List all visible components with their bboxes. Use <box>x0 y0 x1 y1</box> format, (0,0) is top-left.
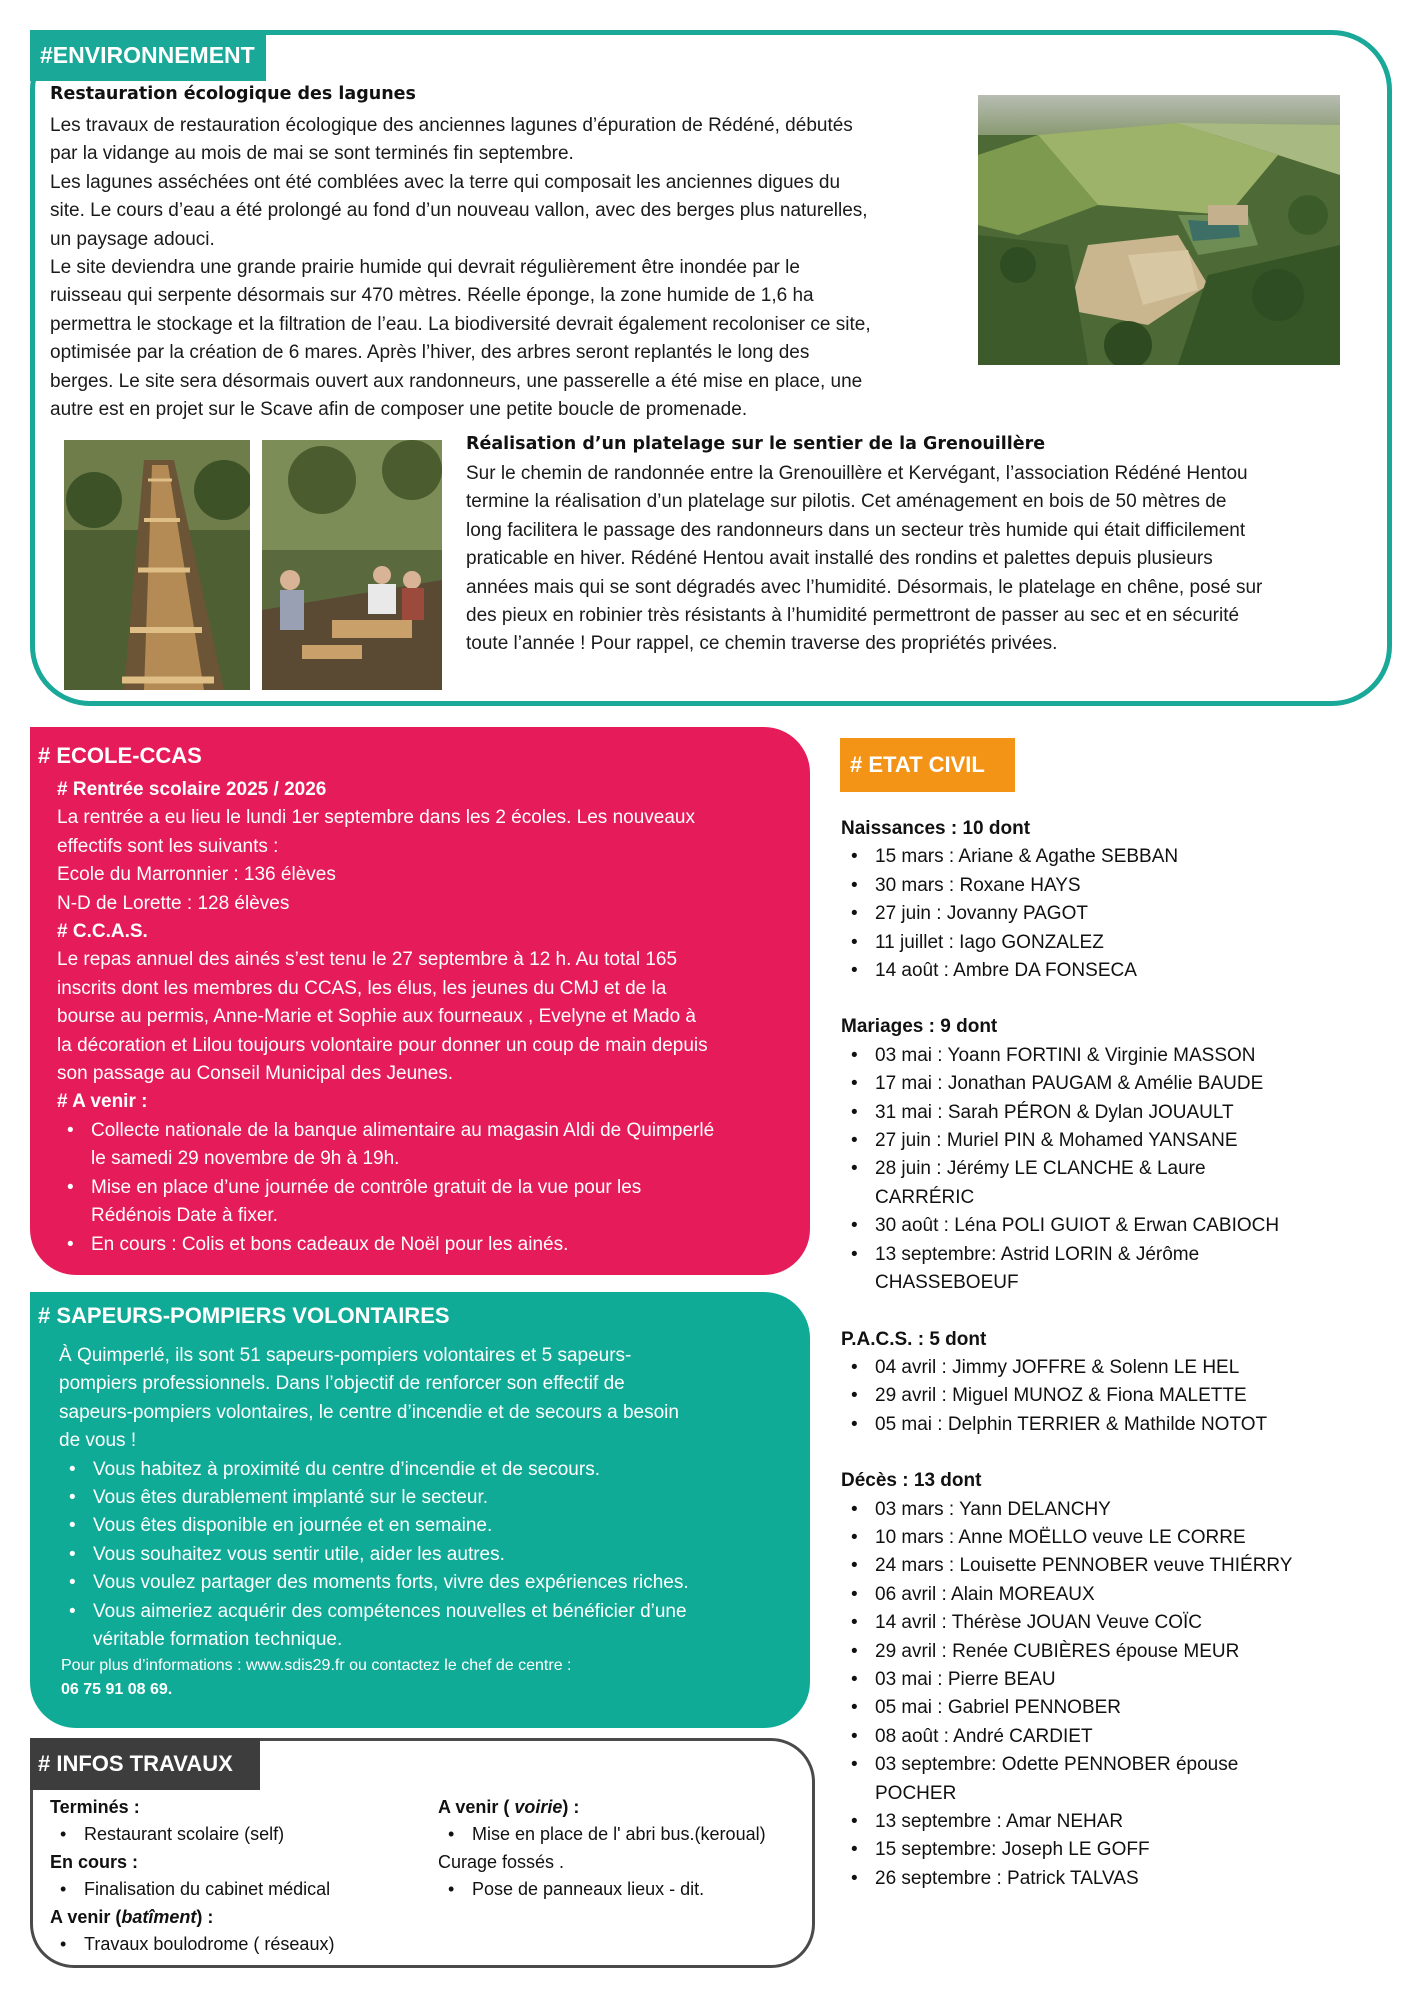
deces-item-line: • 03 mai : Pierre BEAU <box>875 1668 1056 1690</box>
lagunes-aerial-photo <box>978 95 1340 365</box>
avenir-voirie-item: • Mise en place de l' abri bus.(keroual) <box>438 1821 808 1848</box>
encours-label: En cours : <box>50 1851 139 1872</box>
deces-item <box>841 1836 1396 1864</box>
pompiers-intro-line: À Quimperlé, ils sont 51 sapeurs-pompiers volontaires et 5 sapeurs- <box>59 1345 632 1366</box>
naissance-item-line: • 27 juin : Jovanny PAGOT <box>875 903 1088 925</box>
naissances-list <box>841 843 1396 985</box>
deces-item <box>841 1666 1396 1694</box>
mariage-item <box>841 1212 1396 1240</box>
pompiers-item-line: • Vous êtes disponible en journée et en semaine. <box>93 1515 493 1537</box>
mariage-item-line: • 17 mai : Jonathan PAUGAM & Amélie BAUDE <box>875 1073 1264 1095</box>
lagunes-line: Les lagunes asséchées ont été comblées avec la terre qui composait les anciennes digues du <box>50 171 841 193</box>
lagunes-line: par la vidange au mois de mai se sont terminés fin septembre. <box>50 143 574 165</box>
lagunes-line: site. Le cours d’eau a été prolongé au fond d’un nouveau vallon, avec des berges plus naturelles, <box>50 200 868 222</box>
pacs-item-line: • 04 avril : Jimmy JOFFRE & Solenn LE HEL <box>875 1356 1240 1378</box>
platelage-text <box>466 460 1376 659</box>
naissance-item <box>841 843 1396 871</box>
pacs-title: P.A.C.S. : 5 dont <box>841 1328 987 1350</box>
mariage-item <box>841 1099 1396 1127</box>
avenir-bat-label: A venir ( <box>50 1906 122 1927</box>
lagunes-line: ruisseau qui serpente désormais sur 470 mètres. Réelle éponge, la zone humide de 1,6 ha <box>50 285 814 307</box>
rentree-line: N-D de Lorette : 128 élèves <box>57 892 290 914</box>
deces-item-line: • 10 mars : Anne MOËLLO veuve LE CORRE <box>875 1526 1246 1548</box>
pompiers-intro-line: pompiers professionnels. Dans l’objectif de renforcer son effectif de <box>59 1373 625 1395</box>
avenir-bat-end: ) : <box>196 1906 214 1927</box>
termines-label: Terminés : <box>50 1797 140 1817</box>
mariage-item-line: • 30 août : Léna POLI GUIOT & Erwan CABIOCH <box>875 1215 1280 1237</box>
deces-item <box>841 1723 1396 1751</box>
naissance-item <box>841 900 1396 928</box>
lagunes-line: Les travaux de restauration écologique des anciennes lagunes d’épuration de Rédéné, débutés <box>50 115 853 136</box>
deces-item-line: • 26 septembre : Patrick TALVAS <box>875 1867 1139 1889</box>
deces-item <box>841 1751 1396 1808</box>
rentree-text <box>57 804 797 918</box>
pompiers-item <box>59 1541 799 1569</box>
deces-item <box>841 1865 1396 1893</box>
deces-item-line: • 05 mai : Gabriel PENNOBER <box>875 1697 1122 1719</box>
pompiers-item-line: • Vous habitez à proximité du centre d’incendie et de secours. <box>93 1458 600 1480</box>
ecole-avenir-item-line: Rédénois Date à fixer. <box>91 1205 278 1227</box>
pacs-list <box>841 1354 1396 1439</box>
ccas-line: inscrits dont les membres du CCAS, les élus, les jeunes du CMJ et de la <box>57 977 667 999</box>
platelage-photo-2 <box>262 440 442 690</box>
pompiers-item-line: véritable formation technique. <box>93 1629 343 1651</box>
avenir-bat-item: • Travaux boulodrome ( réseaux) <box>50 1931 420 1958</box>
ecole-content <box>57 776 797 1259</box>
pompiers-item <box>59 1598 799 1655</box>
travaux-left <box>50 1794 420 1958</box>
deces-title: Décès : 13 dont <box>841 1470 982 1492</box>
platelage-line: long facilitera le passage des randonneurs dans un secteur très humide qui était difficilement <box>466 519 1246 541</box>
ecole-avenir-item-line: le samedi 29 novembre de 9h à 19h. <box>91 1148 400 1170</box>
rentree-line: Ecole du Marronnier : 136 élèves <box>57 864 336 886</box>
deces-item <box>841 1552 1396 1580</box>
ecole-avenir-item-line: • Collecte nationale de la banque alimentaire au magasin Aldi de Quimperlé <box>91 1119 715 1141</box>
travaux-tag: # INFOS TRAVAUX <box>30 1738 260 1790</box>
pompiers-item-line: • Vous êtes durablement implanté sur le secteur. <box>93 1487 489 1509</box>
termines-item: • Restaurant scolaire (self) <box>50 1821 420 1848</box>
environnement-tag: #ENVIRONNEMENT <box>30 30 266 81</box>
pompiers-intro <box>59 1342 799 1456</box>
platelage-photo-1 <box>64 440 250 690</box>
encours-item: • Finalisation du cabinet médical <box>50 1876 420 1903</box>
avenir-bat-em: batîment <box>121 1906 197 1927</box>
rentree-line: effectifs sont les suivants : <box>57 835 279 857</box>
ccas-line: bourse au permis, Anne-Marie et Sophie aux fourneaux , Evelyne et Mado à <box>57 1006 696 1028</box>
deces-item-line: • 24 mars : Louisette PENNOBER veuve THIÉRRY <box>875 1555 1293 1577</box>
mariage-item-line: CARRÉRIC <box>875 1186 975 1208</box>
platelage-line: praticable en hiver. Rédéné Hentou avait installé des rondins et palettes depuis plusieurs <box>466 548 1213 570</box>
lagunes-line: autre est en projet sur le Scave afin de composer une petite boucle de promenade. <box>50 399 748 421</box>
lagunes-line: Le site deviendra une grande prairie humide qui devrait régulièrement être inondée par le <box>50 257 800 279</box>
pompiers-phone: 06 75 91 08 69. <box>61 1681 173 1699</box>
deces-item-line: • 06 avril : Alain MOREAUX <box>875 1583 1095 1605</box>
mariage-item-line: • 27 juin : Muriel PIN & Mohamed YANSANE <box>875 1130 1238 1152</box>
mariage-item <box>841 1070 1396 1098</box>
mariage-item-line: • 03 mai : Yoann FORTINI & Virginie MASSON <box>875 1044 1256 1066</box>
ecole-avenir-list <box>57 1117 797 1259</box>
ccas-text <box>57 946 797 1088</box>
deces-item-line: • 08 août : André CARDIET <box>875 1725 1093 1747</box>
ccas-line: la décoration et Lilou toujours volontaire pour donner un coup de main depuis <box>57 1034 708 1056</box>
pompiers-item <box>59 1484 799 1512</box>
lagunes-line: un paysage adouci. <box>50 228 215 250</box>
pompiers-list <box>59 1456 799 1655</box>
lagunes-title: Restauration écologique des lagunes <box>50 84 416 104</box>
deces-item-line: • 03 septembre: Odette PENNOBER épouse <box>875 1754 1239 1776</box>
pompiers-item <box>59 1569 799 1597</box>
lagunes-line: berges. Le site sera désormais ouvert aux randonneurs, une passerelle a été mise en place, une <box>50 370 863 392</box>
naissance-item <box>841 957 1396 985</box>
deces-item <box>841 1524 1396 1552</box>
platelage-line: termine la réalisation d’un platelage sur pilotis. Cet aménagement en bois de 50 mètres de <box>466 491 1227 513</box>
deces-item <box>841 1609 1396 1637</box>
travaux-right <box>438 1794 808 1904</box>
pompiers-intro-line: sapeurs-pompiers volontaires, le centre d’incendie et de secours a besoin <box>59 1401 679 1423</box>
platelage-line: Sur le chemin de randonnée entre la Grenouillère et Kervégant, l’association Rédéné Hentou <box>466 463 1248 484</box>
naissance-item <box>841 872 1396 900</box>
pacs-item <box>841 1354 1396 1382</box>
pompiers-item-line: • Vous voulez partager des moments forts, vivre des expériences riches. <box>93 1572 689 1594</box>
lagunes-text <box>50 112 980 424</box>
pacs-item <box>841 1382 1396 1410</box>
deces-item-line: • 03 mars : Yann DELANCHY <box>875 1498 1111 1520</box>
pacs-item <box>841 1411 1396 1439</box>
mariage-item <box>841 1155 1396 1212</box>
pose-item: • Pose de panneaux lieux - dit. <box>438 1876 808 1903</box>
platelage-line: toute l’année ! Pour rappel, ce chemin traverse des propriétés privées. <box>466 633 1058 655</box>
ecole-avenir-item <box>57 1174 797 1231</box>
pompiers-item <box>59 1512 799 1540</box>
deces-item-line: POCHER <box>875 1782 957 1804</box>
deces-item <box>841 1496 1396 1524</box>
naissance-item-line: • 11 juillet : Iago GONZALEZ <box>875 931 1104 953</box>
pompiers-intro-line: de vous ! <box>59 1430 137 1452</box>
lagunes-line: permettra le stockage et la filtration de l’eau. La biodiversité devrait également recoloniser ce site, <box>50 313 871 335</box>
mariage-item-line: • 28 juin : Jérémy LE CLANCHE & Laure <box>875 1158 1206 1180</box>
deces-item-line: • 13 septembre : Amar NEHAR <box>875 1811 1124 1832</box>
ecole-avenir-item <box>57 1117 797 1174</box>
pompiers-item-line: • Vous aimeriez acquérir des compétences nouvelles et bénéficier d’une <box>93 1600 687 1622</box>
curage-text: Curage fossés . <box>438 1851 565 1872</box>
lagunes-line: optimisée par la création de 6 mares. Après l’hiver, des arbres seront replantés le long des <box>50 342 810 364</box>
deces-item <box>841 1694 1396 1722</box>
pompiers-contact: Pour plus d’informations : www.sdis29.fr ou contactez le chef de centre : <box>61 1657 572 1675</box>
deces-item-line: • 14 avril : Thérèse JOUAN Veuve COÏC <box>875 1612 1202 1634</box>
mariage-item <box>841 1241 1396 1298</box>
ecole-avenir-item <box>57 1231 797 1259</box>
naissance-item-line: • 14 août : Ambre DA FONSECA <box>875 960 1137 982</box>
pompiers-item <box>59 1456 799 1484</box>
etat-civil-content <box>841 815 1396 1893</box>
avenir-voirie-label: A venir ( <box>438 1797 515 1817</box>
mariage-item-line: • 31 mai : Sarah PÉRON & Dylan JOUAULT <box>875 1101 1234 1123</box>
pompiers-tag: # SAPEURS-POMPIERS VOLONTAIRES <box>38 1303 450 1328</box>
avenir-voirie-em: voirie <box>514 1797 563 1817</box>
pacs-item-line: • 05 mai : Delphin TERRIER & Mathilde NOTOT <box>875 1413 1268 1435</box>
deces-list <box>841 1496 1396 1894</box>
ecole-avenir-title: # A venir : <box>57 1091 148 1113</box>
naissance-item-line: • 15 mars : Ariane & Agathe SEBBAN <box>875 846 1179 868</box>
pompiers-item-line: • Vous souhaitez vous sentir utile, aider les autres. <box>93 1543 505 1565</box>
mariages-list <box>841 1042 1396 1298</box>
ccas-line: Le repas annuel des ainés s’est tenu le 27 septembre à 12 h. Au total 165 <box>57 949 678 971</box>
etat-civil-tag: # ETAT CIVIL <box>840 738 1015 792</box>
mariage-item <box>841 1042 1396 1070</box>
deces-item <box>841 1808 1396 1836</box>
deces-item <box>841 1581 1396 1609</box>
ccas-title: # C.C.A.S. <box>57 921 148 943</box>
deces-item-line: • 29 avril : Renée CUBIÈRES épouse MEUR <box>875 1640 1240 1662</box>
avenir-voirie-end: ) : <box>562 1797 580 1817</box>
mariage-item-line: • 13 septembre: Astrid LORIN & Jérôme <box>875 1243 1200 1265</box>
mariages-title: Mariages : 9 dont <box>841 1016 998 1038</box>
platelage-line: des pieux en robinier très résistants à l’humidité permettront de passer au sec et en sécurité <box>466 605 1240 627</box>
ecole-ccas-tag: # ECOLE-CCAS <box>38 743 202 768</box>
rentree-line: La rentrée a eu lieu le lundi 1er septembre dans les 2 écoles. Les nouveaux <box>57 807 695 829</box>
ecole-avenir-item-line: • Mise en place d’une journée de contrôle gratuit de la vue pour les <box>91 1176 642 1198</box>
pompiers-content <box>59 1342 799 1702</box>
platelage-line: années mais qui se sont dégradés avec l’humidité. Désormais, le platelage en chêne, posé sur <box>466 576 1263 598</box>
mariage-item <box>841 1127 1396 1155</box>
naissance-item-line: • 30 mars : Roxane HAYS <box>875 874 1081 896</box>
mariage-item-line: CHASSEBOEUF <box>875 1272 1019 1294</box>
deces-item <box>841 1638 1396 1666</box>
ecole-avenir-item-line: • En cours : Colis et bons cadeaux de Noël pour les ainés. <box>91 1233 569 1255</box>
platelage-title: Réalisation d’un platelage sur le sentier de la Grenouillère <box>466 434 1046 454</box>
rentree-title: # Rentrée scolaire 2025 / 2026 <box>57 779 327 800</box>
naissances-title: Naissances : 10 dont <box>841 818 1031 839</box>
ccas-line: son passage au Conseil Municipal des Jeunes. <box>57 1063 454 1085</box>
deces-item-line: • 15 septembre: Joseph LE GOFF <box>875 1839 1150 1861</box>
naissance-item <box>841 929 1396 957</box>
pacs-item-line: • 29 avril : Miguel MUNOZ & Fiona MALETTE <box>875 1385 1247 1407</box>
